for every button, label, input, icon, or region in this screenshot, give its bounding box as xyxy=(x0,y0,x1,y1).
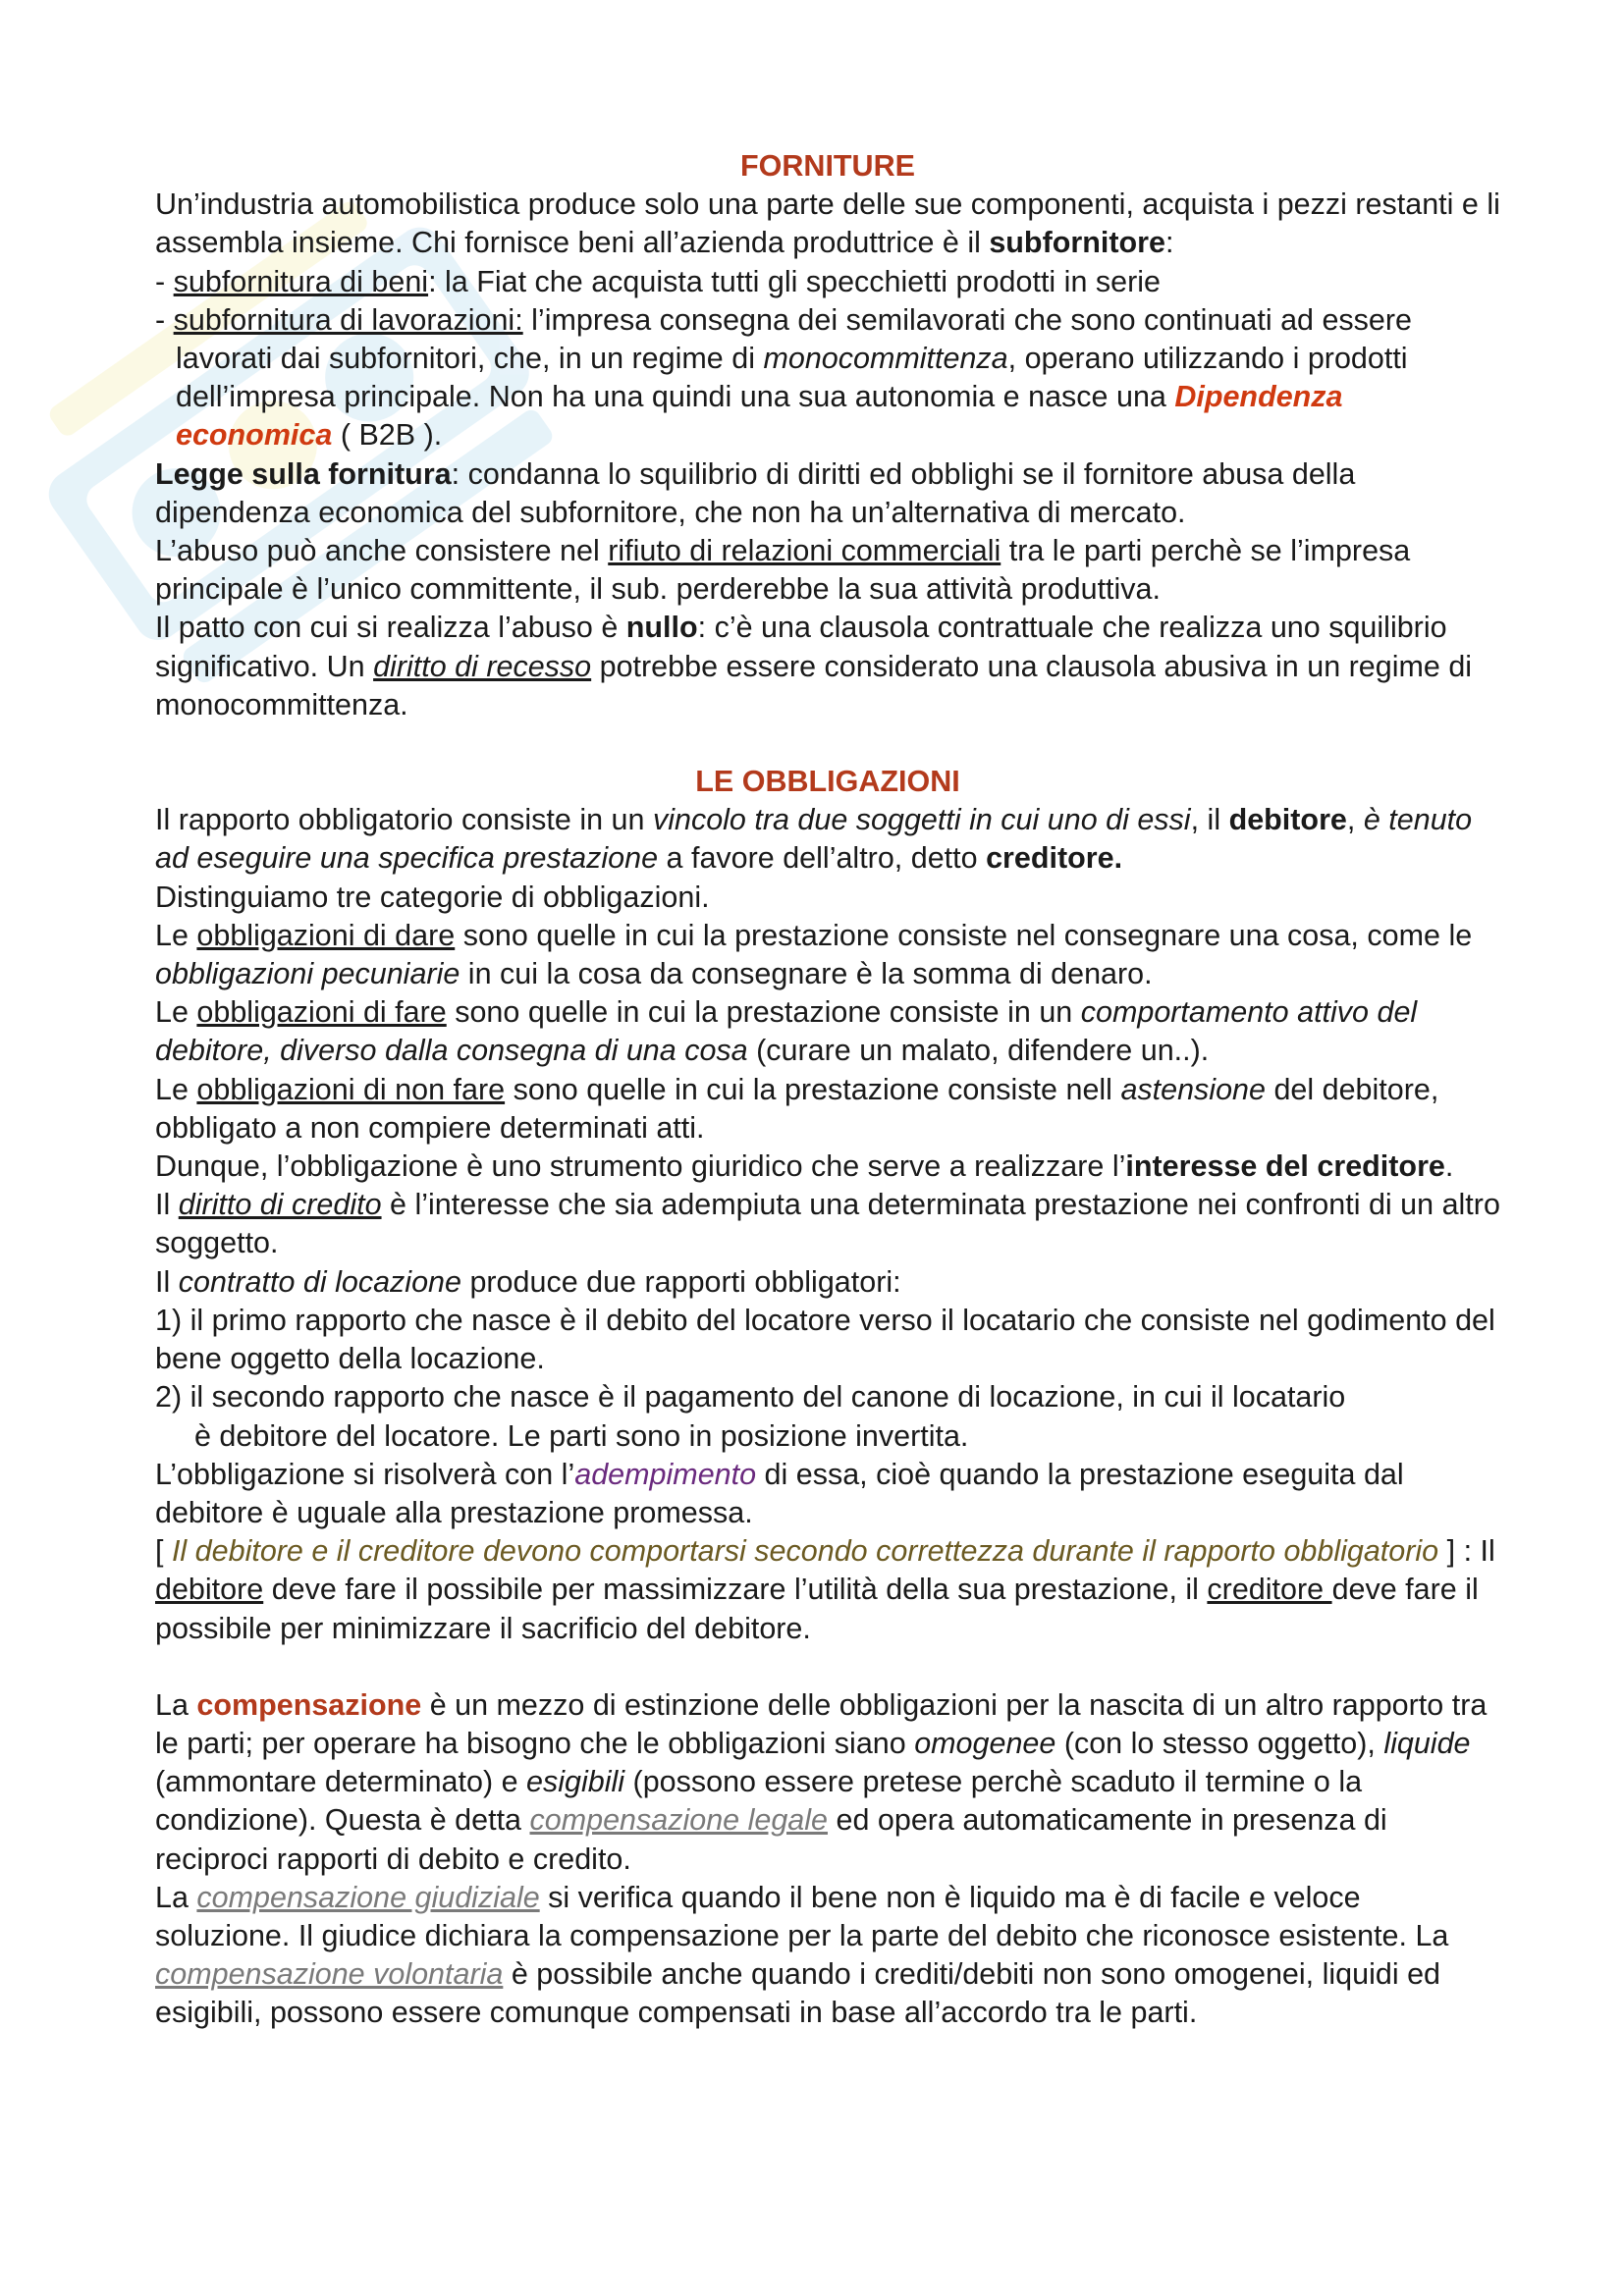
patto-paragraph: Il patto con cui si realizza l’abuso è nullo: c’è una clausola contrattuale che realizza uno squilibrio significativo. Un diritto di recesso potrebbe essere considerato una clausola abusiva in un regime di monocommittenza. xyxy=(155,611,1473,721)
section-title-forniture: FORNITURE xyxy=(740,149,915,183)
locazione-item-1: 1) il primo rapporto che nasce è il debito del locatore verso il locatario che consiste nel godimento del bene oggetto della locazione. xyxy=(155,1303,1495,1376)
section-title-obbligazioni: LE OBBLIGAZIONI xyxy=(695,765,960,799)
legge-fornitura-paragraph: Legge sulla fornitura: condanna lo squilibrio di diritti ed obblighi se il fornitore abusa della dipendenza economica del subfornitore, che non ha un’alternativa di mercato. xyxy=(155,456,1356,529)
contratto-locazione-paragraph: Il contratto di locazione produce due rapporti obbligatori: xyxy=(155,1264,901,1299)
spacer xyxy=(155,1648,1500,1686)
spacer xyxy=(155,724,1500,763)
abuso-paragraph: L’abuso può anche consistere nel rifiuto di relazioni commerciali tra le parti perchè se l’impresa principale è l’unico committente, il sub. perderebbe la sua attività produttiva. xyxy=(155,534,1411,607)
dunque-paragraph: Dunque, l’obbligazione è uno strumento giuridico che serve a realizzare l’interesse del creditore. xyxy=(155,1149,1454,1184)
obbligazioni-dare-paragraph: Le obbligazioni di dare sono quelle in cui la prestazione consiste nel consegnare una cosa, come le obbligazioni pecuniarie in cui la cosa da consegnare è la somma di denaro. xyxy=(155,918,1473,991)
list-item-subfornitura-lavorazioni: - subfornitura di lavorazioni: l’impresa consegna dei semilavorati che sono continuati ad essere lavorati dai subfornitori, che, in un regime di monocommittenza, operano utilizzando i prodotti dell’impresa principale. Non ha una quindi una sua autonomia e nasce una Dipendenza economica ( B2B ). xyxy=(155,302,1413,453)
forniture-intro: Un’industria automobilistica produce solo una parte delle sue componenti, acquista i pezzi restanti e li assembla insieme. Chi fornisce beni all’azienda produttrice è il subfornitore: xyxy=(155,187,1500,260)
correttezza-paragraph: [ Il debitore e il creditore devono comportarsi secondo correttezza durante il rapporto obbligatorio ] : Il debitore deve fare il possibile per massimizzare l’utilità della sua prestazione, il creditore deve fare il possibile per minimizzare il sacrificio del debitore. xyxy=(155,1534,1495,1645)
obbligazioni-fare-paragraph: Le obbligazioni di fare sono quelle in cui la prestazione consiste in un comportamento attivo del debitore, diverso dalla consegna di una cosa (curare un malato, difendere un..). xyxy=(155,995,1418,1068)
document-page xyxy=(155,147,1500,2033)
rapporto-obbligatorio-paragraph: Il rapporto obbligatorio consiste in un vincolo tra due soggetti in cui uno di essi, il debitore, è tenuto ad eseguire una specifica prestazione a favore dell’altro, detto creditore. xyxy=(155,803,1473,876)
obbligazioni-non-fare-paragraph: Le obbligazioni di non fare sono quelle in cui la prestazione consiste nell astensione del debitore, obbligato a non compiere determinati atti. xyxy=(155,1072,1439,1145)
adempimento-paragraph: L’obbligazione si risolverà con l’adempimento di essa, cioè quando la prestazione eseguita dal debitore è uguale alla prestazione promessa. xyxy=(155,1457,1404,1529)
diritto-credito-paragraph: Il diritto di credito è l’interesse che sia adempiuta una determinata prestazione nei confronti di un altro soggetto. xyxy=(155,1188,1500,1260)
categorie-paragraph: Distinguiamo tre categorie di obbligazioni. xyxy=(155,880,710,914)
compensazione-giudiziale-paragraph: La compensazione giudiziale si verifica quando il bene non è liquido ma è di facile e veloce soluzione. Il giudice dichiara la compensazione per la parte del debito che riconosce esistente. La compensazione volontaria è possibile anche quando i crediti/debiti non sono omogenei, liquidi ed esigibili, possono essere comunque compensati in base all’accordo tra le parti. xyxy=(155,1880,1449,2030)
list-item-subfornitura-beni: - subfornitura di beni: la Fiat che acquista tutti gli specchietti prodotti in serie xyxy=(155,264,1161,298)
locazione-item-2: 2) il secondo rapporto che nasce è il pagamento del canone di locazione, in cui il locatario xyxy=(155,1380,1346,1415)
locazione-item-2-continuation: è debitore del locatore. Le parti sono in posizione invertita. xyxy=(194,1418,969,1453)
compensazione-paragraph: La compensazione è un mezzo di estinzione delle obbligazioni per la nascita di un altro rapporto tra le parti; per operare ha bisogno che le obbligazioni siano omogenee (con lo stesso oggetto), liquide (ammontare determinato) e esigibili (possono essere pretese perchè scaduto il termine o la condizione). Questa è detta compensazione legale ed opera automaticamente in presenza di reciproci rapporti di debito e credito. xyxy=(155,1687,1488,1876)
